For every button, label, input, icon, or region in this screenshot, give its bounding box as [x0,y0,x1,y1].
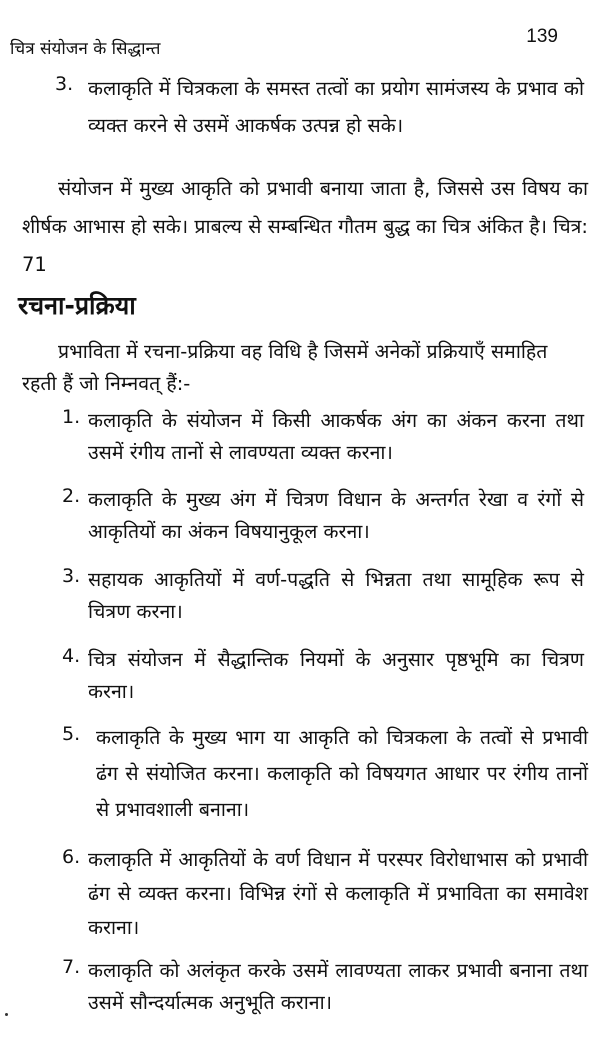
item-text: कलाकृति के मुख्य अंग में चित्रण विधान के अन्तर्गत रेखा व रंगों से आकृतियों का अंकन विषयानुकूल करना। [88,488,584,543]
item-text: कलाकृति में चित्रकला के समस्त तत्वों का प्रयोग सामंजस्य के प्रभाव को व्यक्त करने से उसमें आकर्षक उत्पन्न हो सके। [88,77,584,137]
item-number: 5. [62,723,81,745]
page-number: 139 [526,26,558,47]
item-number: 1. [62,406,81,428]
item-number: 3. [55,73,74,95]
running-title: चित्र संयोजन के सिद्धान्त [10,39,161,59]
item-text: कलाकृति में आकृतियों के वर्ण विधान में परस्पर विरोधाभास को प्रभावी ढंग से व्यक्त करना। विभिन्न रंगों से कलाकृति में प्रभाविता का समावेश कराना। [88,848,588,939]
item-text: कलाकृति को अलंकृत करके उसमें लावण्यता लाकर प्रभावी बनाना तथा उसमें सौन्दर्यात्मक अनुभूति कराना। [88,959,588,1014]
item-text: सहायक आकृतियों में वर्ण-पद्धति से भिन्नता तथा सामूहिक रूप से चित्रण करना। [88,568,584,623]
item-number: 4. [62,645,81,667]
section-heading: रचना-प्रक्रिया [18,291,136,320]
item-text: चित्र संयोजन में सैद्धान्तिक नियमों के अनुसार पृष्ठभूमि का चित्रण करना। [88,648,584,703]
section-intro: प्रभाविता में रचना-प्रक्रिया वह विधि है जिसमें अनेकों प्रक्रियाएँ समाहित रहती हैं जो निम्नवत् हैं:- [22,340,548,395]
item-text: कलाकृति के संयोजन में किसी आकर्षक अंग का अंकन करना तथा उसमें रंगीय तानों से लावण्यता व्यक्त करना। [88,409,584,464]
item-number: 6. [62,846,81,868]
body-paragraph: संयोजन में मुख्य आकृति को प्रभावी बनाया जाता है, जिससे उस विषय का शीर्षक आभास हो सके। प्राबल्य से सम्बन्धित गौतम बुद्ध का चित्र अंकित है। चित्र: 71 [22,177,588,276]
item-number: 7. [62,956,81,978]
stray-dot [5,1013,8,1016]
item-number: 2. [62,485,81,507]
item-text: कलाकृति के मुख्य भाग या आकृति को चित्रकला के तत्वों से प्रभावी ढंग से संयोजित करना। कलाकृति को विषयगत आधार पर रंगीय तानों से प्रभावशाली बनाना। [96,726,588,821]
item-number: 3. [62,565,81,587]
